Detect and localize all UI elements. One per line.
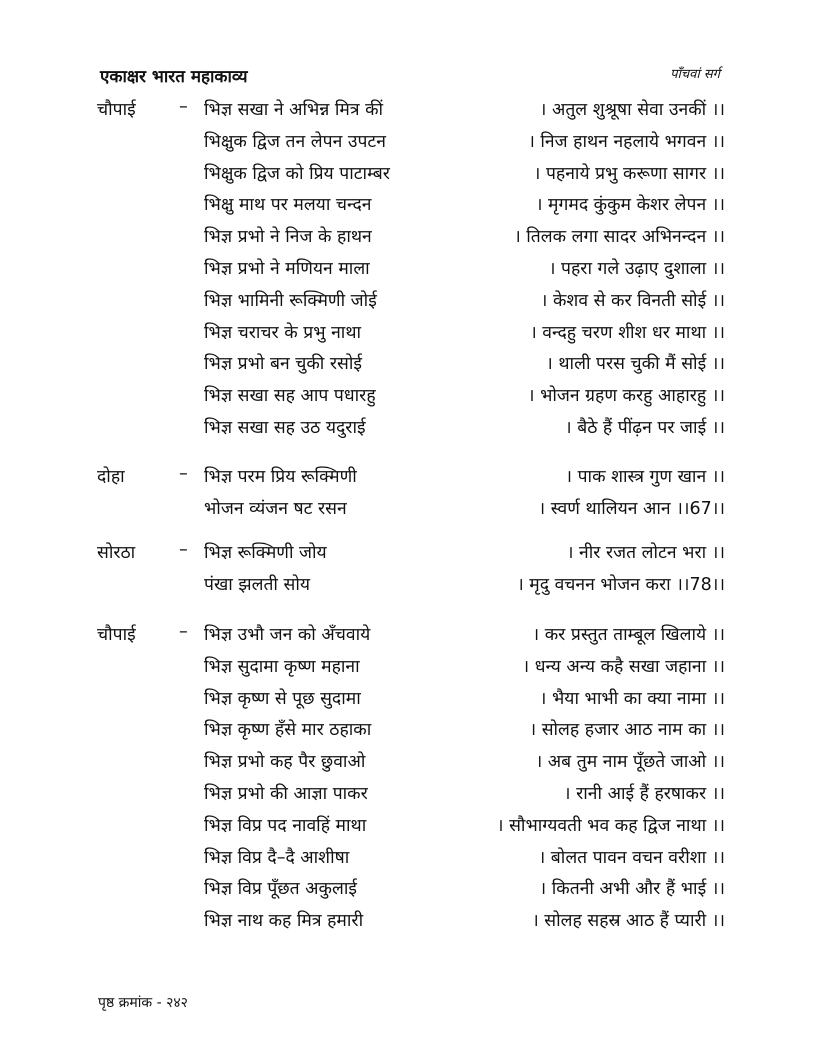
verse-second-half: । निज हाथन नहलाये भगवन ।। — [528, 131, 725, 152]
verse-line — [97, 845, 727, 877]
verse-second-half: । वन्दहु चरण शीश धर माथा ।। — [530, 322, 725, 343]
verse-text — [204, 654, 725, 678]
verse-line — [97, 654, 727, 686]
verse-line — [97, 383, 727, 415]
verse-line — [97, 496, 727, 528]
verse-first-half: भिक्षुक द्विज तन लेपन उपटन — [204, 131, 386, 152]
verse-second-half: । बोलत पावन वचन वरीशा ।। — [538, 847, 725, 868]
chapter-title: पाँचवां सर्ग — [670, 67, 720, 82]
verse-section — [97, 464, 727, 528]
book-title: एकाक्षर भारत महाकाव्य — [100, 67, 248, 87]
verse-line — [97, 288, 727, 320]
verse-text — [204, 717, 725, 741]
verse-second-half: । भोजन ग्रहण करहु आहारहु ।। — [527, 386, 725, 407]
verse-first-half: भिज्ञ सुदामा कृष्ण महाना — [204, 656, 360, 677]
verse-first-half: भिज्ञ विप्र पूँछत अकुलाई — [204, 879, 357, 900]
verse-text — [204, 876, 725, 900]
verse-second-half: । कितनी अभी और हैं भाई ।। — [539, 879, 725, 900]
verse-line — [97, 97, 727, 129]
verse-second-half: । भैया भाभी का क्या नामा ।। — [539, 688, 725, 709]
verse-line — [97, 256, 727, 288]
verse-second-half: । नीर रजत लोटन भरा ।। — [566, 543, 725, 563]
verse-first-half: भिक्षुक द्विज को प्रिय पाटाम्बर — [204, 163, 390, 184]
verse-first-half: पंखा झलती सोय — [204, 574, 311, 595]
verse-line — [97, 320, 727, 352]
verse-text — [204, 813, 725, 837]
verse-first-half: भिज्ञ उभौ जन को अँचवाये — [204, 625, 371, 645]
verse-text — [204, 415, 725, 439]
verse-text — [204, 192, 725, 216]
verse-text — [204, 320, 725, 344]
verse-text — [204, 540, 725, 564]
verse-second-half: । धन्य अन्य कहै सखा जहाना ।। — [522, 656, 725, 677]
verse-text — [204, 161, 725, 185]
verse-second-half: । कर प्रस्तुत ताम्बूल खिलाये ।। — [532, 625, 725, 645]
verse-type-label: दोहा — [97, 467, 125, 487]
verse-line — [97, 224, 727, 256]
verse-second-half: । अतुल शुश्रूषा सेवा उनकीं ।। — [539, 100, 725, 120]
verse-text — [204, 781, 725, 805]
verse-first-half: भिज्ञ नाथ कह मित्र हमारी — [204, 911, 364, 932]
verse-line — [97, 749, 727, 781]
verse-text — [204, 224, 725, 248]
verse-text — [204, 686, 725, 710]
verse-text — [204, 845, 725, 869]
verse-second-half: । केशव से कर विनती सोई ।। — [540, 290, 725, 311]
verse-first-half: भिज्ञ परम प्रिय रूक्मिणी — [204, 467, 357, 487]
verse-section — [97, 622, 727, 940]
verse-text — [204, 572, 725, 596]
verse-second-half: । थाली परस चुकी मैं सोई ।। — [546, 354, 725, 375]
verse-first-half: भिज्ञ प्रभो ने मणियन माला — [204, 258, 370, 279]
verse-text — [204, 908, 725, 932]
verse-first-half: भिज्ञ सखा ने अभिन्न मित्र कीं — [204, 100, 384, 120]
verse-section — [97, 540, 727, 604]
verse-line — [97, 540, 727, 572]
page-number: पृष्ठ क्रमांक - २४२ — [98, 995, 188, 1011]
verse-line — [97, 876, 727, 908]
verse-second-half: । पहनाये प्रभु करूणा सागर ।। — [533, 163, 725, 184]
verse-line — [97, 351, 727, 383]
verse-second-half: । मृगमद कुंकुम केशर लेपन ।। — [535, 195, 725, 216]
verse-line — [97, 813, 727, 845]
verse-text — [204, 97, 725, 121]
verse-second-half: । बैठे हैं पींढ़न पर जाई ।। — [565, 417, 725, 438]
verse-second-half: । मृदु वचनन भोजन करा ।।78।। — [517, 574, 725, 595]
verse-line — [97, 781, 727, 813]
verse-second-half: । तिलक लगा सादर अभिनन्दन ।। — [514, 227, 725, 248]
verse-line — [97, 192, 727, 224]
verse-line — [97, 129, 727, 161]
verse-dash: – — [179, 97, 188, 117]
verse-first-half: भिज्ञ प्रभो बन चुकी रसोई — [204, 354, 362, 375]
verse-second-half: । सोलह सहस्र आठ हैं प्यारी ।। — [532, 911, 725, 932]
verse-first-half: भिज्ञ प्रभो की आज्ञा पाकर — [204, 783, 368, 804]
verse-first-half: भिक्षु माथ पर मलया चन्दन — [204, 195, 372, 216]
verse-first-half: भिज्ञ सखा सह आप पधारहु — [204, 386, 376, 407]
verse-second-half: । सौभाग्यवती भव कह द्विज नाथा ।। — [496, 815, 725, 836]
verse-second-half: । रानी आई हैं हरषाकर ।। — [563, 783, 725, 804]
verse-type-label: सोरठा — [97, 543, 136, 563]
verse-line — [97, 622, 727, 654]
verse-section — [97, 97, 727, 447]
verse-line — [97, 161, 727, 193]
verse-second-half: । अब तुम नाम पूँछते जाओ ।। — [535, 752, 725, 773]
verse-first-half: भोजन व्यंजन षट रसन — [204, 498, 347, 519]
verse-first-half: भिज्ञ प्रभो कह पैर छुवाओ — [204, 752, 366, 773]
verse-text — [204, 129, 725, 153]
verse-line — [97, 686, 727, 718]
verse-second-half: । पहरा गले उढ़ाए दुशाला ।। — [548, 258, 725, 279]
verse-text — [204, 464, 725, 488]
verse-dash: – — [179, 464, 188, 484]
verse-first-half: भिज्ञ भामिनी रूक्मिणी जोई — [204, 290, 377, 311]
verse-second-half: । सोलह हजार आठ नाम का ।। — [529, 720, 725, 741]
verse-second-half: । पाक शास्त्र गुण खान ।। — [565, 467, 725, 487]
verse-text — [204, 351, 725, 375]
verse-first-half: भिज्ञ चराचर के प्रभु नाथा — [204, 322, 362, 343]
verse-line — [97, 717, 727, 749]
verse-text — [204, 496, 725, 520]
verse-dash: – — [179, 540, 188, 560]
verse-line — [97, 415, 727, 447]
verse-text — [204, 288, 725, 312]
verse-first-half: भिज्ञ रूक्मिणी जोय — [204, 543, 327, 563]
verse-text — [204, 622, 725, 646]
verse-type-label: चौपाई — [97, 625, 136, 645]
verse-first-half: भिज्ञ विप्र पद नावहिं माथा — [204, 815, 367, 836]
verse-text — [204, 383, 725, 407]
verse-dash: – — [179, 622, 188, 642]
verse-first-half: भिज्ञ प्रभो ने निज के हाथन — [204, 227, 372, 248]
verse-first-half: भिज्ञ सखा सह उठ यदुराई — [204, 417, 366, 438]
verse-first-half: भिज्ञ विप्र दै–दै आशीषा — [204, 847, 350, 868]
verse-line — [97, 464, 727, 496]
verse-type-label: चौपाई — [97, 100, 136, 120]
verse-line — [97, 908, 727, 940]
verse-line — [97, 572, 727, 604]
verse-second-half: । स्वर्ण थालियन आन ।।67।। — [538, 498, 725, 519]
verse-text — [204, 749, 725, 773]
verse-first-half: भिज्ञ कृष्ण हँसे मार ठहाका — [204, 720, 372, 741]
verse-first-half: भिज्ञ कृष्ण से पूछ सुदामा — [204, 688, 361, 709]
verse-text — [204, 256, 725, 280]
